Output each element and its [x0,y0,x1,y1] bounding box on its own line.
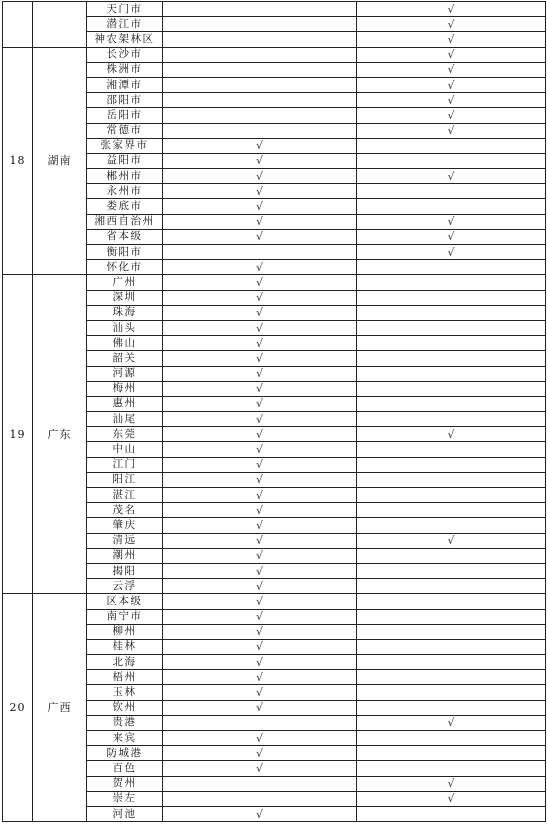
checkmark-icon: √ [255,473,263,487]
province-name: 广西 [33,594,87,822]
check-cell-col1 [163,138,357,153]
check-cell-col1 [163,670,357,685]
city-name: 潜江市 [87,17,163,32]
checkmark-icon: √ [255,260,263,274]
check-cell-col2 [357,123,546,138]
check-cell-col1 [163,427,357,442]
check-cell-col2 [357,639,546,654]
checkmark-icon: √ [255,351,263,365]
check-cell-col2 [357,93,546,108]
city-name: 邵阳市 [87,93,163,108]
city-name: 来宾 [87,731,163,746]
check-cell-col2 [357,351,546,366]
city-name: 株洲市 [87,62,163,77]
check-cell-col2 [357,381,546,396]
city-name: 衡阳市 [87,245,163,260]
check-cell-col2 [357,624,546,639]
city-name: 江门 [87,457,163,472]
city-name: 东莞 [87,427,163,442]
check-cell-col2 [357,715,546,730]
check-cell-col1 [163,594,357,609]
check-cell-col1 [163,533,357,548]
check-cell-col1 [163,396,357,411]
checkmark-icon: √ [255,686,263,700]
city-name: 岳阳市 [87,108,163,123]
checkmark-icon: √ [255,291,263,305]
checkmark-icon: √ [447,108,455,122]
check-cell-col2 [357,776,546,791]
check-cell-col1 [163,62,357,77]
city-name: 怀化市 [87,260,163,275]
check-cell-col1 [163,245,357,260]
check-cell-col2 [357,2,546,17]
city-name: 贵港 [87,715,163,730]
province-name [33,2,87,48]
city-name: 北海 [87,655,163,670]
province-name: 湖南 [33,47,87,275]
check-cell-col2 [357,336,546,351]
check-cell-col2 [357,503,546,518]
city-name: 桂林 [87,639,163,654]
checkmark-icon: √ [255,746,263,760]
check-cell-col2 [357,260,546,275]
checkmark-icon: √ [255,640,263,654]
check-cell-col1 [163,548,357,563]
checkmark-icon: √ [255,336,263,350]
check-cell-col2 [357,366,546,381]
city-name: 云浮 [87,579,163,594]
check-cell-col2 [357,77,546,92]
check-cell-col1 [163,806,357,821]
city-name: 防城港 [87,746,163,761]
checkmark-icon: √ [255,549,263,563]
check-cell-col1 [163,199,357,214]
city-name: 省本级 [87,229,163,244]
city-name: 崇左 [87,791,163,806]
city-name: 玉林 [87,685,163,700]
check-cell-col2 [357,594,546,609]
check-cell-col2 [357,229,546,244]
check-cell-col2 [357,412,546,427]
checkmark-icon: √ [255,275,263,289]
checkmark-icon: √ [255,655,263,669]
row-index [3,2,33,48]
check-cell-col1 [163,700,357,715]
checkmark-icon: √ [255,731,263,745]
checkmark-icon: √ [447,124,455,138]
check-cell-col1 [163,93,357,108]
check-cell-col2 [357,320,546,335]
check-cell-col2 [357,47,546,62]
checkmark-icon: √ [447,777,455,791]
check-cell-col1 [163,305,357,320]
checkmark-icon: √ [255,488,263,502]
check-cell-col2 [357,153,546,168]
city-name: 永州市 [87,184,163,199]
checkmark-icon: √ [447,534,455,548]
checkmark-icon: √ [255,579,263,593]
checkmark-icon: √ [255,169,263,183]
check-cell-col1 [163,442,357,457]
checkmark-icon: √ [255,807,263,821]
check-cell-col1 [163,624,357,639]
check-cell-col1 [163,351,357,366]
check-cell-col1 [163,655,357,670]
city-name: 湘潭市 [87,77,163,92]
city-name: 百色 [87,761,163,776]
check-cell-col1 [163,731,357,746]
city-name: 韶关 [87,351,163,366]
check-cell-col1 [163,184,357,199]
checkmark-icon: √ [255,306,263,320]
checkmark-icon: √ [447,2,455,16]
city-name: 南宁市 [87,609,163,624]
check-cell-col1 [163,123,357,138]
check-cell-col2 [357,563,546,578]
check-cell-col1 [163,229,357,244]
checkmark-icon: √ [255,427,263,441]
checkmark-icon: √ [255,564,263,578]
check-cell-col2 [357,199,546,214]
check-cell-col1 [163,32,357,47]
city-name: 阳江 [87,472,163,487]
checkmark-icon: √ [255,670,263,684]
city-name: 揭阳 [87,563,163,578]
check-cell-col1 [163,503,357,518]
checkmark-icon: √ [255,397,263,411]
check-cell-col2 [357,184,546,199]
city-name: 神农架林区 [87,32,163,47]
table-row [3,47,546,62]
city-name: 贺州 [87,776,163,791]
check-cell-col1 [163,381,357,396]
check-cell-col1 [163,77,357,92]
check-cell-col1 [163,761,357,776]
check-cell-col1 [163,457,357,472]
checkmark-icon: √ [255,518,263,532]
check-cell-col1 [163,412,357,427]
checkmark-icon: √ [255,382,263,396]
check-cell-col1 [163,366,357,381]
city-name: 广州 [87,275,163,290]
city-name: 梅州 [87,381,163,396]
city-name: 湘西自治州 [87,214,163,229]
checkmark-icon: √ [255,594,263,608]
check-cell-col2 [357,731,546,746]
city-name: 河源 [87,366,163,381]
check-cell-col1 [163,290,357,305]
city-name: 长沙市 [87,47,163,62]
checkmark-icon: √ [255,321,263,335]
city-name: 钦州 [87,700,163,715]
city-name: 惠州 [87,396,163,411]
city-name: 汕尾 [87,412,163,427]
check-cell-col1 [163,563,357,578]
checkmark-icon: √ [447,215,455,229]
check-cell-col1 [163,153,357,168]
checkmark-icon: √ [255,443,263,457]
check-cell-col1 [163,746,357,761]
checkmark-icon: √ [447,427,455,441]
city-name: 清远 [87,533,163,548]
city-name: 汕头 [87,320,163,335]
city-name: 郴州市 [87,169,163,184]
row-index: 18 [3,47,33,275]
check-cell-col1 [163,685,357,700]
check-cell-col1 [163,579,357,594]
checkmark-icon: √ [255,367,263,381]
checkmark-icon: √ [255,534,263,548]
province-name: 广东 [33,275,87,594]
check-cell-col2 [357,488,546,503]
check-cell-col2 [357,761,546,776]
city-name: 深圳 [87,290,163,305]
checkmark-icon: √ [255,503,263,517]
checkmark-icon: √ [255,154,263,168]
check-cell-col1 [163,17,357,32]
check-cell-col2 [357,700,546,715]
check-cell-col1 [163,776,357,791]
check-cell-col2 [357,108,546,123]
check-cell-col2 [357,442,546,457]
check-cell-col2 [357,305,546,320]
city-name: 娄底市 [87,199,163,214]
checkmark-icon: √ [447,792,455,806]
check-cell-col2 [357,32,546,47]
check-cell-col2 [357,457,546,472]
city-name: 益阳市 [87,153,163,168]
checkmark-icon: √ [447,716,455,730]
check-cell-col1 [163,320,357,335]
check-cell-col2 [357,685,546,700]
check-cell-col2 [357,609,546,624]
checkmark-icon: √ [255,200,263,214]
check-cell-col2 [357,138,546,153]
row-index: 19 [3,275,33,594]
checkmark-icon: √ [447,48,455,62]
city-name: 柳州 [87,624,163,639]
check-cell-col2 [357,169,546,184]
check-cell-col1 [163,2,357,17]
checkmark-icon: √ [255,701,263,715]
checkmark-icon: √ [255,625,263,639]
checkmark-icon: √ [255,412,263,426]
city-name: 珠海 [87,305,163,320]
city-name: 肇庆 [87,518,163,533]
checkmark-icon: √ [255,230,263,244]
checkmark-icon: √ [447,63,455,77]
checkmark-icon: √ [255,761,263,775]
checkmark-icon: √ [255,184,263,198]
check-cell-col2 [357,548,546,563]
checkmark-icon: √ [255,215,263,229]
city-name: 河池 [87,806,163,821]
city-name: 张家界市 [87,138,163,153]
check-cell-col2 [357,214,546,229]
check-cell-col2 [357,396,546,411]
city-name: 湛江 [87,488,163,503]
check-cell-col2 [357,275,546,290]
checkmark-icon: √ [255,139,263,153]
check-cell-col2 [357,62,546,77]
city-name: 佛山 [87,336,163,351]
check-cell-col1 [163,47,357,62]
check-cell-col1 [163,715,357,730]
check-cell-col2 [357,791,546,806]
checkmark-icon: √ [447,245,455,259]
check-cell-col1 [163,639,357,654]
checkmark-icon: √ [255,610,263,624]
checkmark-icon: √ [447,78,455,92]
table-row [3,2,546,17]
check-cell-col2 [357,245,546,260]
city-name: 中山 [87,442,163,457]
checkmark-icon: √ [447,230,455,244]
check-cell-col1 [163,169,357,184]
city-name: 区本级 [87,594,163,609]
city-name: 茂名 [87,503,163,518]
city-checklist-table [2,1,546,822]
checkmark-icon: √ [447,32,455,46]
check-cell-col1 [163,260,357,275]
city-name: 梧州 [87,670,163,685]
city-name: 常德市 [87,123,163,138]
table-row [3,594,546,609]
check-cell-col1 [163,472,357,487]
table-body [3,2,546,822]
check-cell-col1 [163,791,357,806]
check-cell-col1 [163,488,357,503]
checkmark-icon: √ [447,169,455,183]
check-cell-col1 [163,518,357,533]
checkmark-icon: √ [447,17,455,31]
table-row [3,275,546,290]
row-index: 20 [3,594,33,822]
check-cell-col2 [357,670,546,685]
check-cell-col2 [357,806,546,821]
check-cell-col2 [357,472,546,487]
city-name: 天门市 [87,2,163,17]
check-cell-col2 [357,518,546,533]
check-cell-col2 [357,746,546,761]
check-cell-col2 [357,579,546,594]
check-cell-col2 [357,17,546,32]
city-name: 潮州 [87,548,163,563]
check-cell-col1 [163,609,357,624]
check-cell-col1 [163,108,357,123]
check-cell-col2 [357,655,546,670]
check-cell-col2 [357,427,546,442]
check-cell-col2 [357,290,546,305]
check-cell-col1 [163,336,357,351]
check-cell-col1 [163,275,357,290]
check-cell-col1 [163,214,357,229]
checkmark-icon: √ [255,458,263,472]
check-cell-col2 [357,533,546,548]
checkmark-icon: √ [447,93,455,107]
